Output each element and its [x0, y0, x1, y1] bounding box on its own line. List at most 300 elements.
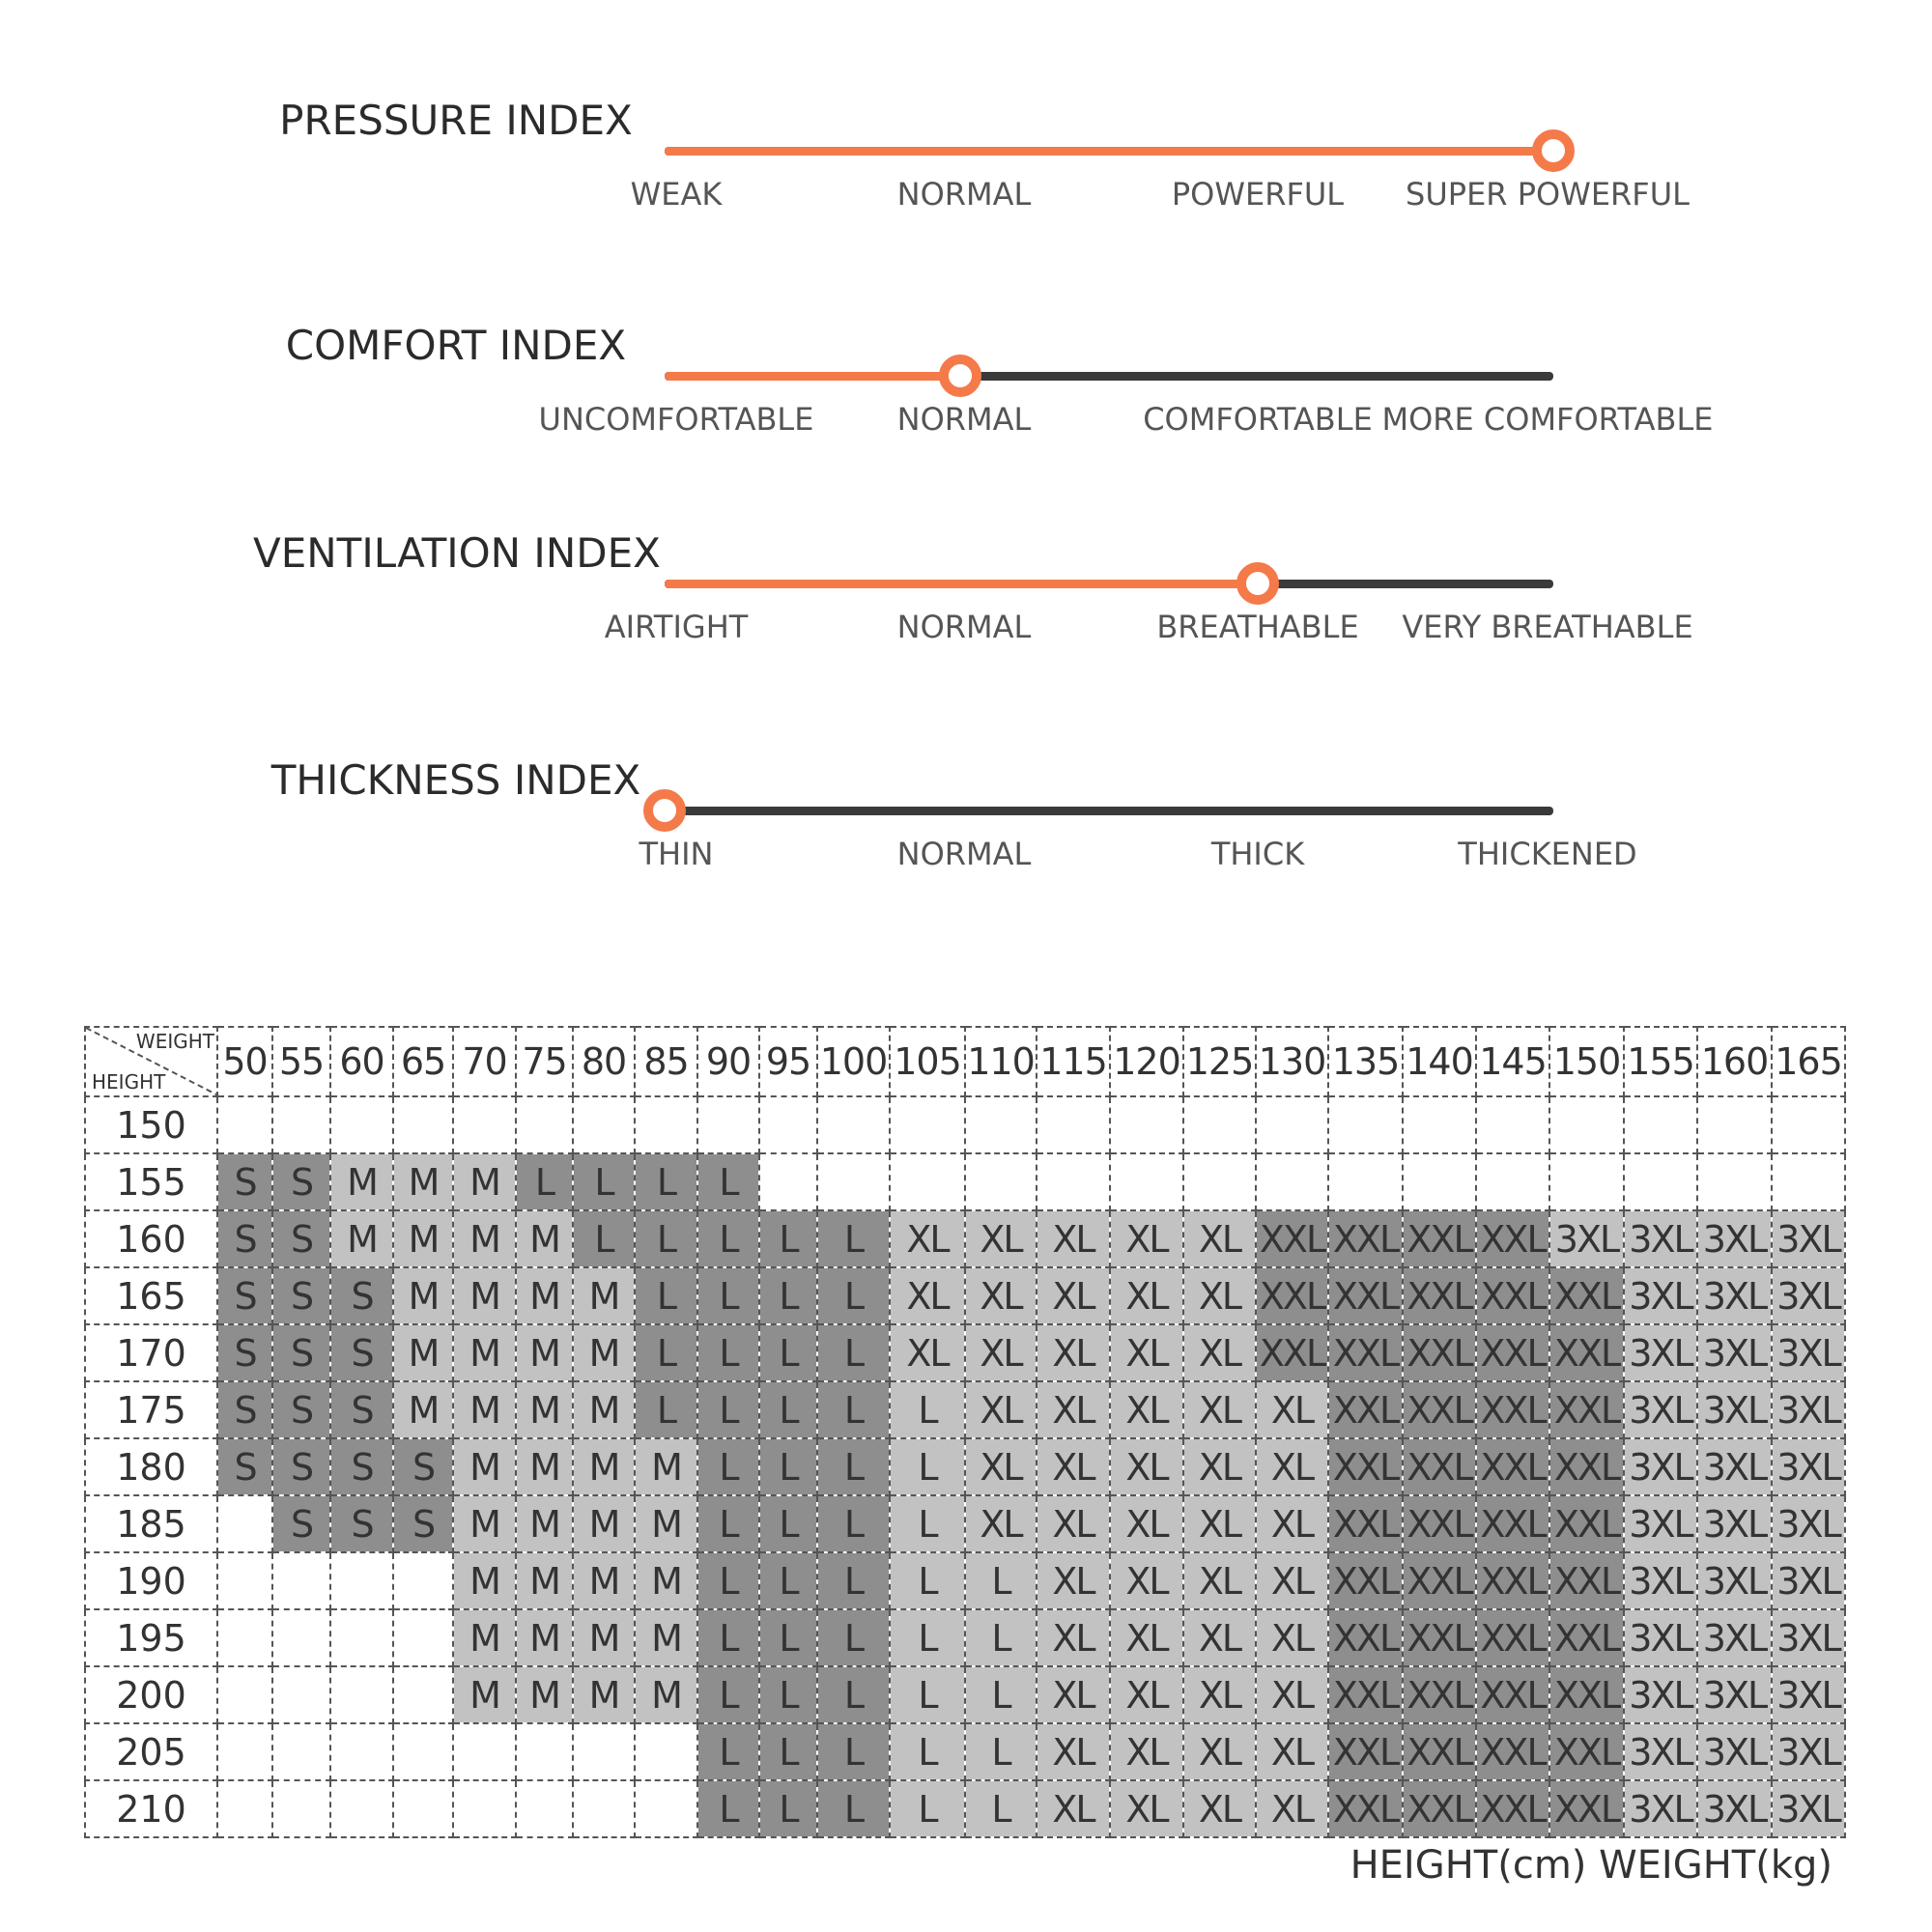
height-header-cell: 160 [85, 1210, 217, 1267]
size-cell [635, 1780, 697, 1837]
size-cell: M [393, 1381, 453, 1438]
size-cell: L [697, 1495, 759, 1552]
size-cell [817, 1153, 890, 1210]
size-cell: L [817, 1609, 890, 1666]
size-cell: L [697, 1723, 759, 1780]
size-cell: L [890, 1666, 965, 1723]
size-cell: L [697, 1666, 759, 1723]
size-cell: L [817, 1552, 890, 1609]
corner-weight-label: WEIGHT [135, 1030, 214, 1053]
index-title: VENTILATION INDEX [253, 529, 661, 577]
size-cell: XL [1183, 1552, 1256, 1609]
size-cell: M [516, 1552, 573, 1609]
size-cell: XXL [1328, 1267, 1403, 1324]
size-cell: XL [1110, 1609, 1183, 1666]
weight-header-cell: 145 [1476, 1027, 1549, 1096]
size-cell: S [272, 1210, 330, 1267]
index-level-label: UNCOMFORTABLE [538, 401, 814, 438]
size-cell: M [635, 1609, 697, 1666]
size-cell: L [516, 1153, 573, 1210]
size-cell: XXL [1403, 1324, 1476, 1381]
size-cell [393, 1609, 453, 1666]
size-cell: XL [965, 1495, 1037, 1552]
size-cell: S [330, 1267, 393, 1324]
size-cell [272, 1780, 330, 1837]
size-cell: 3XL [1697, 1609, 1772, 1666]
weight-header-cell: 60 [330, 1027, 393, 1096]
size-cell: 3XL [1772, 1438, 1845, 1495]
index-track-fill [665, 372, 960, 381]
size-cell: XL [1256, 1780, 1328, 1837]
size-cell: XL [1110, 1723, 1183, 1780]
size-chart-table [84, 1026, 1846, 1838]
index-knob [643, 789, 686, 832]
size-cell: 3XL [1624, 1609, 1697, 1666]
size-cell: XXL [1403, 1210, 1476, 1267]
size-cell [1549, 1153, 1624, 1210]
index-level-label: NORMAL [896, 609, 1032, 645]
size-cell [1549, 1096, 1624, 1153]
size-cell: 3XL [1624, 1381, 1697, 1438]
size-cell [217, 1723, 272, 1780]
index-ventilation [0, 529, 1932, 723]
size-cell [1183, 1096, 1256, 1153]
size-cell [453, 1096, 516, 1153]
size-cell [516, 1096, 573, 1153]
size-cell [573, 1096, 635, 1153]
size-cell [573, 1723, 635, 1780]
size-cell [697, 1096, 759, 1153]
size-cell: XL [1183, 1438, 1256, 1495]
size-cell: L [817, 1723, 890, 1780]
table-row [85, 1495, 1845, 1552]
size-cell [1403, 1096, 1476, 1153]
size-cell: L [817, 1210, 890, 1267]
size-cell: XL [1110, 1210, 1183, 1267]
size-cell: XXL [1256, 1210, 1328, 1267]
height-header-cell: 195 [85, 1609, 217, 1666]
index-pressure [0, 97, 1932, 290]
size-cell [453, 1780, 516, 1837]
size-cell: 3XL [1772, 1666, 1845, 1723]
table-row [85, 1096, 1845, 1153]
size-cell [1183, 1153, 1256, 1210]
size-cell: 3XL [1624, 1552, 1697, 1609]
size-cell: L [759, 1666, 817, 1723]
size-cell: XXL [1256, 1324, 1328, 1381]
size-cell: L [697, 1267, 759, 1324]
height-header-cell: 175 [85, 1381, 217, 1438]
index-title: THICKNESS INDEX [270, 756, 641, 804]
size-cell: XXL [1549, 1324, 1624, 1381]
size-cell [516, 1780, 573, 1837]
index-knob [939, 355, 981, 397]
size-cell: 3XL [1697, 1438, 1772, 1495]
size-cell [573, 1780, 635, 1837]
size-cell: XXL [1403, 1495, 1476, 1552]
weight-header-cell: 70 [453, 1027, 516, 1096]
size-cell: 3XL [1772, 1210, 1845, 1267]
size-cell: XL [1110, 1666, 1183, 1723]
height-header-cell: 190 [85, 1552, 217, 1609]
index-level-label: THICKENED [1458, 836, 1637, 872]
size-cell: L [965, 1723, 1037, 1780]
size-cell: XXL [1328, 1723, 1403, 1780]
size-cell: XXL [1403, 1780, 1476, 1837]
corner-cell [85, 1027, 217, 1096]
size-cell: L [817, 1666, 890, 1723]
index-level-label: BREATHABLE [1156, 609, 1359, 645]
size-cell: XXL [1476, 1438, 1549, 1495]
table-row [85, 1780, 1845, 1837]
size-cell: 3XL [1772, 1381, 1845, 1438]
size-cell: M [573, 1381, 635, 1438]
index-title: PRESSURE INDEX [279, 97, 633, 144]
size-cell: L [890, 1609, 965, 1666]
size-cell: XL [1256, 1609, 1328, 1666]
size-cell [330, 1723, 393, 1780]
index-level-label: WEAK [630, 176, 723, 213]
size-cell: L [697, 1210, 759, 1267]
size-cell [1256, 1096, 1328, 1153]
size-cell: 3XL [1624, 1324, 1697, 1381]
size-cell: 3XL [1772, 1780, 1845, 1837]
size-cell: M [453, 1552, 516, 1609]
index-level-label: THIN [639, 836, 714, 872]
size-cell [1256, 1153, 1328, 1210]
index-level-label: VERY BREATHABLE [1402, 609, 1693, 645]
size-cell: XL [1110, 1438, 1183, 1495]
size-cell: XL [1110, 1495, 1183, 1552]
size-cell: M [516, 1381, 573, 1438]
size-cell: L [965, 1666, 1037, 1723]
size-cell: L [759, 1609, 817, 1666]
size-cell: M [516, 1495, 573, 1552]
size-cell: L [759, 1324, 817, 1381]
size-cell [1772, 1153, 1845, 1210]
size-cell: XL [890, 1324, 965, 1381]
size-cell: XL [890, 1267, 965, 1324]
size-cell: S [217, 1210, 272, 1267]
size-cell: S [217, 1324, 272, 1381]
size-cell: S [217, 1438, 272, 1495]
size-cell: XL [1037, 1210, 1110, 1267]
table-row [85, 1153, 1845, 1210]
index-track-fill [665, 147, 1553, 156]
size-cell: XL [1037, 1780, 1110, 1837]
corner-height-label: HEIGHT [92, 1070, 166, 1094]
size-cell: XL [1183, 1495, 1256, 1552]
size-cell: 3XL [1697, 1666, 1772, 1723]
size-cell: L [817, 1495, 890, 1552]
size-cell: L [965, 1552, 1037, 1609]
size-cell: M [635, 1495, 697, 1552]
size-cell [272, 1666, 330, 1723]
size-cell: XL [1037, 1324, 1110, 1381]
size-cell: XXL [1549, 1267, 1624, 1324]
size-cell: S [393, 1495, 453, 1552]
size-cell [272, 1552, 330, 1609]
index-knob [1236, 562, 1279, 605]
size-cell: XXL [1549, 1381, 1624, 1438]
size-cell: M [453, 1210, 516, 1267]
size-cell: M [516, 1324, 573, 1381]
size-cell [272, 1609, 330, 1666]
size-cell: L [635, 1324, 697, 1381]
size-cell [1328, 1153, 1403, 1210]
size-cell: L [817, 1267, 890, 1324]
size-cell: S [272, 1267, 330, 1324]
weight-header-cell: 115 [1037, 1027, 1110, 1096]
size-cell [1697, 1096, 1772, 1153]
size-cell: XXL [1403, 1666, 1476, 1723]
size-cell: M [516, 1609, 573, 1666]
table-row [85, 1324, 1845, 1381]
size-cell: L [635, 1153, 697, 1210]
index-track-fill [665, 580, 1258, 588]
size-cell: XL [1110, 1780, 1183, 1837]
weight-header-cell: 135 [1328, 1027, 1403, 1096]
size-cell: XL [965, 1381, 1037, 1438]
size-cell [965, 1153, 1037, 1210]
size-cell: XXL [1403, 1723, 1476, 1780]
size-cell: L [965, 1609, 1037, 1666]
weight-header-cell: 125 [1183, 1027, 1256, 1096]
size-cell: 3XL [1772, 1495, 1845, 1552]
size-cell: XXL [1549, 1495, 1624, 1552]
size-cell [759, 1153, 817, 1210]
size-cell: XXL [1476, 1723, 1549, 1780]
size-cell: L [697, 1552, 759, 1609]
size-cell: 3XL [1624, 1438, 1697, 1495]
size-cell: L [759, 1723, 817, 1780]
size-cell: S [330, 1324, 393, 1381]
size-cell [635, 1723, 697, 1780]
size-cell: L [890, 1723, 965, 1780]
size-cell: XXL [1476, 1324, 1549, 1381]
size-cell: 3XL [1697, 1267, 1772, 1324]
size-cell: L [759, 1210, 817, 1267]
size-cell [217, 1609, 272, 1666]
size-cell: 3XL [1624, 1666, 1697, 1723]
table-row [85, 1666, 1845, 1723]
weight-header-cell: 85 [635, 1027, 697, 1096]
size-cell: S [272, 1381, 330, 1438]
size-cell [965, 1096, 1037, 1153]
size-cell: XXL [1328, 1780, 1403, 1837]
size-cell [330, 1096, 393, 1153]
size-cell [1624, 1153, 1697, 1210]
size-cell: XL [1037, 1609, 1110, 1666]
index-level-label: COMFORTABLE [1143, 401, 1373, 438]
size-cell: XL [1183, 1666, 1256, 1723]
size-cell: L [890, 1438, 965, 1495]
weight-header-cell: 150 [1549, 1027, 1624, 1096]
size-cell: M [330, 1210, 393, 1267]
size-cell: M [635, 1438, 697, 1495]
size-cell: L [817, 1780, 890, 1837]
size-cell [890, 1096, 965, 1153]
size-cell [1697, 1153, 1772, 1210]
size-cell: 3XL [1549, 1210, 1624, 1267]
size-cell: XXL [1476, 1552, 1549, 1609]
units-note: HEIGHT(cm) WEIGHT(kg) [1350, 1843, 1833, 1888]
size-cell: L [697, 1780, 759, 1837]
size-cell: XL [965, 1210, 1037, 1267]
size-cell [1328, 1096, 1403, 1153]
size-cell [330, 1780, 393, 1837]
size-cell: XXL [1328, 1210, 1403, 1267]
size-cell: XL [1037, 1438, 1110, 1495]
size-cell: S [330, 1495, 393, 1552]
size-cell: 3XL [1624, 1780, 1697, 1837]
index-knob [1532, 129, 1575, 172]
size-cell: XL [1037, 1381, 1110, 1438]
size-cell: L [697, 1381, 759, 1438]
height-header-cell: 210 [85, 1780, 217, 1837]
size-cell: L [759, 1552, 817, 1609]
size-cell: L [697, 1324, 759, 1381]
size-cell: S [217, 1267, 272, 1324]
size-cell: XXL [1476, 1267, 1549, 1324]
size-cell: L [573, 1153, 635, 1210]
index-thickness [0, 756, 1932, 950]
size-cell: XXL [1256, 1267, 1328, 1324]
size-cell: XXL [1403, 1552, 1476, 1609]
size-cell: XL [1256, 1666, 1328, 1723]
size-cell [1476, 1153, 1549, 1210]
size-cell: XL [1037, 1666, 1110, 1723]
size-cell: L [573, 1210, 635, 1267]
index-track [665, 807, 1553, 815]
size-cell: M [453, 1495, 516, 1552]
index-level-label: SUPER POWERFUL [1406, 176, 1690, 213]
size-cell: L [635, 1267, 697, 1324]
size-cell: 3XL [1697, 1210, 1772, 1267]
height-header-cell: 155 [85, 1153, 217, 1210]
size-cell: M [573, 1495, 635, 1552]
size-cell: S [217, 1381, 272, 1438]
size-cell: M [573, 1552, 635, 1609]
weight-header-cell: 105 [890, 1027, 965, 1096]
table-row [85, 1267, 1845, 1324]
weight-header-cell: 80 [573, 1027, 635, 1096]
size-cell [272, 1096, 330, 1153]
size-cell: L [890, 1495, 965, 1552]
size-cell: XL [1183, 1210, 1256, 1267]
size-cell [217, 1666, 272, 1723]
size-cell: L [965, 1780, 1037, 1837]
index-comfort [0, 322, 1932, 515]
size-cell: L [697, 1438, 759, 1495]
index-level-label: NORMAL [896, 836, 1032, 872]
height-header-cell: 170 [85, 1324, 217, 1381]
size-cell [1037, 1153, 1110, 1210]
size-cell: S [330, 1438, 393, 1495]
size-cell: M [573, 1267, 635, 1324]
size-cell: XL [890, 1210, 965, 1267]
size-cell: XXL [1476, 1609, 1549, 1666]
size-cell: 3XL [1697, 1495, 1772, 1552]
weight-header-cell: 120 [1110, 1027, 1183, 1096]
size-cell: 3XL [1697, 1780, 1772, 1837]
size-cell: XXL [1476, 1666, 1549, 1723]
index-level-label: MORE COMFORTABLE [1381, 401, 1714, 438]
size-cell: XXL [1403, 1609, 1476, 1666]
size-cell: XL [1110, 1552, 1183, 1609]
table-row [85, 1438, 1845, 1495]
weight-header-cell: 75 [516, 1027, 573, 1096]
index-level-label: POWERFUL [1171, 176, 1345, 213]
index-level-label: NORMAL [896, 401, 1032, 438]
size-cell: M [635, 1666, 697, 1723]
size-cell: M [453, 1381, 516, 1438]
size-cell: M [393, 1267, 453, 1324]
size-cell: XXL [1328, 1324, 1403, 1381]
weight-header-cell: 130 [1256, 1027, 1328, 1096]
size-cell [330, 1552, 393, 1609]
size-cell: M [635, 1552, 697, 1609]
size-cell: 3XL [1772, 1324, 1845, 1381]
size-cell: M [393, 1153, 453, 1210]
size-cell: S [272, 1153, 330, 1210]
size-cell: XL [1183, 1723, 1256, 1780]
size-cell: 3XL [1624, 1267, 1697, 1324]
height-header-cell: 180 [85, 1438, 217, 1495]
size-cell: S [393, 1438, 453, 1495]
size-cell: M [573, 1666, 635, 1723]
size-cell: XL [1037, 1495, 1110, 1552]
weight-header-cell: 140 [1403, 1027, 1476, 1096]
size-cell: XXL [1549, 1723, 1624, 1780]
size-cell: XXL [1328, 1609, 1403, 1666]
size-cell: XL [965, 1267, 1037, 1324]
size-cell [890, 1153, 965, 1210]
size-cell: S [217, 1153, 272, 1210]
size-cell: L [817, 1438, 890, 1495]
size-cell: L [759, 1438, 817, 1495]
size-cell [393, 1780, 453, 1837]
size-cell: M [393, 1324, 453, 1381]
size-cell: 3XL [1624, 1723, 1697, 1780]
size-cell [516, 1723, 573, 1780]
size-cell [217, 1780, 272, 1837]
size-cell: L [890, 1780, 965, 1837]
size-cell: L [759, 1381, 817, 1438]
size-cell [393, 1666, 453, 1723]
size-cell: M [453, 1324, 516, 1381]
size-cell: M [516, 1438, 573, 1495]
size-cell: M [330, 1153, 393, 1210]
size-cell: XL [1183, 1324, 1256, 1381]
size-cell: XXL [1476, 1495, 1549, 1552]
size-cell [330, 1666, 393, 1723]
index-level-label: NORMAL [896, 176, 1032, 213]
size-cell: M [453, 1609, 516, 1666]
size-cell: XL [1256, 1723, 1328, 1780]
size-cell: 3XL [1624, 1210, 1697, 1267]
weight-header-cell: 65 [393, 1027, 453, 1096]
index-level-label: AIRTIGHT [604, 609, 749, 645]
size-cell: M [516, 1666, 573, 1723]
size-cell: XXL [1476, 1210, 1549, 1267]
size-cell: L [817, 1324, 890, 1381]
size-cell [1476, 1096, 1549, 1153]
size-cell: S [330, 1381, 393, 1438]
size-cell [1772, 1096, 1845, 1153]
size-cell [393, 1552, 453, 1609]
size-cell: S [272, 1438, 330, 1495]
